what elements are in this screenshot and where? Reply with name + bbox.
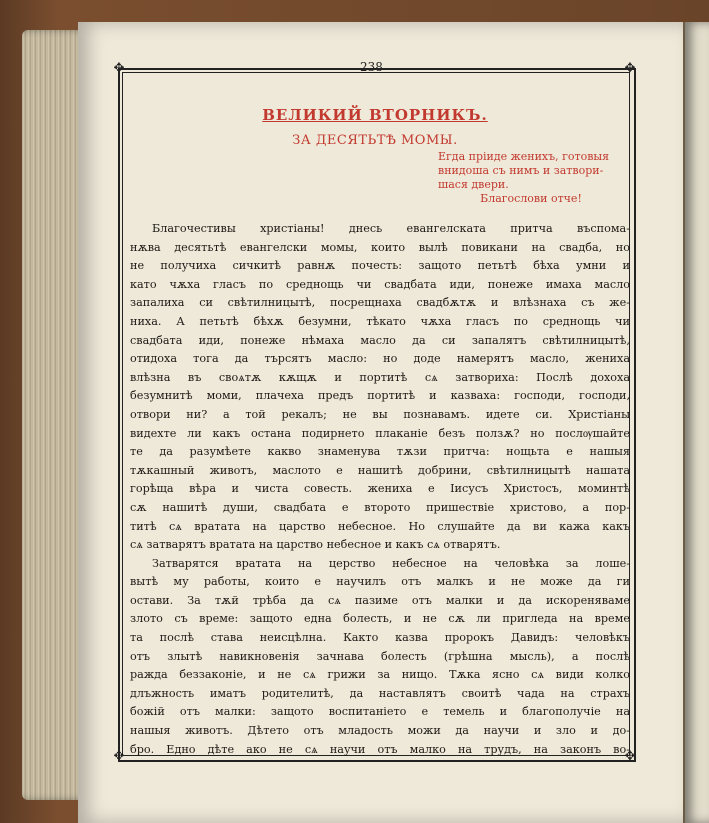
text-line: злото съ време: защото една болесть, и не сѫ ли пригледа на време [130, 612, 630, 626]
text-line: титѣ сѧ вратата на царство небесное. Но слушайте да ви кажа какъ [130, 519, 630, 533]
text-line: запалиха си свѣтилницытѣ, посрещнаха свадбѫтѫ и влѣзнаха съ же- [130, 296, 630, 310]
text-line: нашыя животъ. Дѣтето отъ младость можи да научи и зло и до- [130, 724, 630, 738]
text-line: нѫва десятьтѣ евангелски момы, които вылѣ повикани на свадба, но [130, 240, 630, 254]
corner-ornament-icon: ✥ [624, 61, 636, 76]
text-line: та послѣ става неисцѣлна. Както казва пророкъ Давидъ: человѣкъ [130, 631, 630, 645]
text-line: сѧ затварятъ вратата на царство небесное и какъ сѧ отварятъ. [130, 538, 501, 552]
text-line: като чѫха гласъ по среднощь чи свадбата иди, понеже имаха масло [130, 277, 630, 291]
text-line: отидоха тога да търсятъ масло: но доде намерятъ масло, жениха [130, 352, 630, 366]
epigraph-blessing: Благослови отче! [480, 192, 582, 205]
text-line: не получиха сичкитѣ равнѫ почесть: защото петьтѣ бѣха умни и [130, 259, 630, 273]
text-line: сѫ нашитѣ души, свадбата е второто пришествіе христово, а пор- [130, 500, 630, 514]
text-line: Благочестивы христіаны! днесь евангелската притча въспома- [152, 222, 630, 235]
text-line: отвори ни? а той рекалъ; не вы познавамъ. идете си. Христіаны [130, 407, 630, 421]
corner-ornament-icon: ✥ [113, 749, 125, 764]
epigraph-line: внидоша съ нимъ и затвори- [438, 164, 604, 177]
chapter-title: ВЕЛИКИЙ ВТОРНИКЪ. [262, 106, 488, 124]
page-number: 238 [360, 60, 383, 74]
text-line: длъжность иматъ родителитѣ, да наставлятъ своитѣ чада на страхъ [130, 686, 630, 700]
text-line: божій отъ малки: защото воспитаніето е темель и благополучіе на [130, 705, 630, 719]
text-line: горѣща вѣра и чиста совесть. жениха е Іисусъ Христосъ, моминтѣ [130, 482, 630, 496]
chapter-subtitle: ЗА ДЕСЯТЬТѢ МОМЫ. [292, 133, 458, 148]
text-line: остави. За тѫй трѣба да сѧ пазиме отъ малки и да искореняваме [130, 593, 630, 607]
text-line: те да разумѣете какво знаменува тѫзи притча: нощьта е нашыя [130, 445, 630, 459]
text-line: влѣзна въ своѧтѫ кѫщѫ и портитѣ сѧ затвориха: Послѣ дохоха [130, 370, 630, 384]
text-line: Затварятся вратата на церство небесное на человѣка за лоше- [152, 556, 630, 570]
corner-ornament-icon: ✥ [624, 749, 636, 764]
epigraph [438, 150, 624, 206]
epigraph-line: шася двери. [438, 178, 509, 191]
text-line: бро. Едно дѣте ако не сѧ научи отъ малко на трудъ, на законъ во- [130, 742, 630, 756]
corner-ornament-icon: ✥ [113, 61, 125, 76]
facing-page-edge [683, 22, 709, 823]
epigraph-line: Егда пріиде женихъ, готовыя [438, 150, 610, 163]
text-line: тѫкашный животъ, маслото е нашитѣ добрини, свѣтилницытѣ нашата [130, 463, 630, 477]
text-line: видехте ли какъ остана подирнето плаканіе безъ ползѫ? но послѹшайте [130, 426, 630, 440]
text-line: отъ злытѣ навикновенія зачнава болесть (грѣшна мысль), а послѣ [130, 649, 630, 663]
text-line: ниха. А петьтѣ бѣхѫ безумни, тѣкато чѫха гласъ по среднощь чи [130, 314, 630, 328]
text-line: вытѣ му работы, които е научилъ отъ малкъ и не може да ги [130, 575, 630, 589]
text-line: свадбата иди, понеже нѣмаха масло да си запалятъ свѣтилницытѣ, [130, 333, 630, 347]
text-line: безумнитѣ моми, плачеха предъ портитѣ и казваха: господи, господи, [130, 389, 630, 403]
body-text [130, 220, 630, 759]
text-line: ражда беззаконіе, и не сѧ грижи за нищо. Тѫка ясно сѧ види колко [130, 668, 630, 682]
